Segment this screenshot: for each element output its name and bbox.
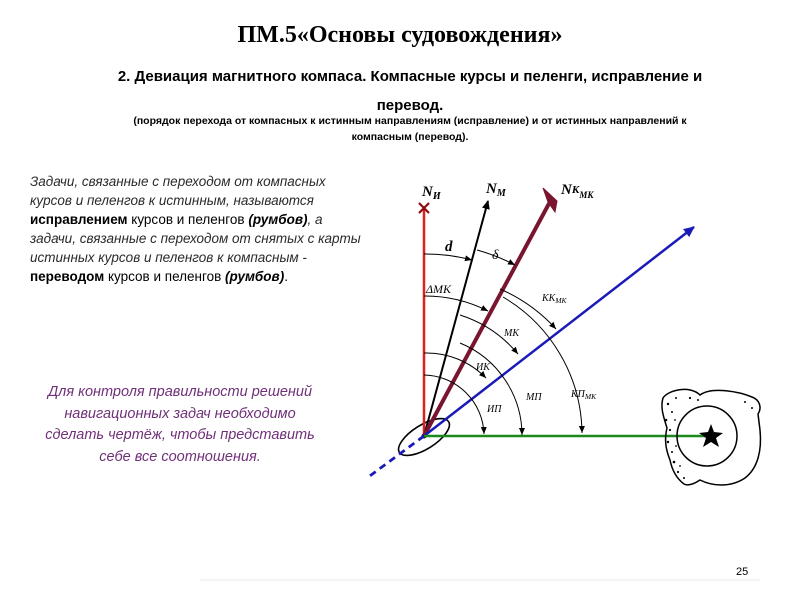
course-line-tail [367,436,424,478]
definition-part-3: , а задачи, связанные с переходом от снятых с карты истинных курсов и пеленгов к компасным - [30,212,361,265]
label-ik: ИК [476,362,490,373]
subtitle-line-1: 2. Девиация магнитного компаса. Компасные курсы и пеленги, исправление и [117,68,703,85]
note-line-2: компасным (перевод). [351,131,469,143]
definition-part-1: Задачи, связанные с переходом от компасных курсов и пеленгов к истинным, называются [30,174,326,208]
paren-rumbs-1: (румбов) [248,212,308,227]
term-correction: исправлением [30,212,128,227]
term-conversion: переводом [30,269,105,284]
note-line-1: (порядок перехода от компасных к истинным направлениям (исправление) и от истинных направлений к [133,115,687,127]
control-note: Для контроля правильности решений навигационных задач необходимо сделать чертёж, чтобы представить себе все соотношения. [45,384,315,465]
paren-rumbs-2: (румбов) [225,269,285,284]
label-mk: МК [504,328,519,339]
definition-part-4: курсов и пеленгов [104,269,226,284]
label-kk: $КК_{МК}$ [542,293,567,305]
label-delta-mk: ΔМК [426,282,452,296]
definition-part-5: . [284,269,288,284]
label-declination: d [445,239,453,255]
label-deviation: δ [492,248,499,263]
label-mp: МП [526,392,542,403]
label-magnetic-north: $N_М$ [486,181,506,199]
definition-part-2: курсов и пеленгов [127,212,249,227]
subtitle-line-2: перевод. [376,97,444,114]
arc-mp [460,343,522,435]
arc-delta-mk [424,296,488,311]
label-compass-north: $NК_{МК}$ [561,182,594,200]
label-true-north: $N_И$ [422,184,441,202]
label-ip: ИП [487,404,502,415]
island-landmark [662,389,761,485]
magnetic-north-line [424,201,488,436]
slide-title: ПМ.5«Основы судовождения» [237,22,563,48]
label-kp: $КП_{МК}$ [571,389,597,401]
landmark-star-icon [699,424,723,447]
page-number: 25 [736,566,749,578]
